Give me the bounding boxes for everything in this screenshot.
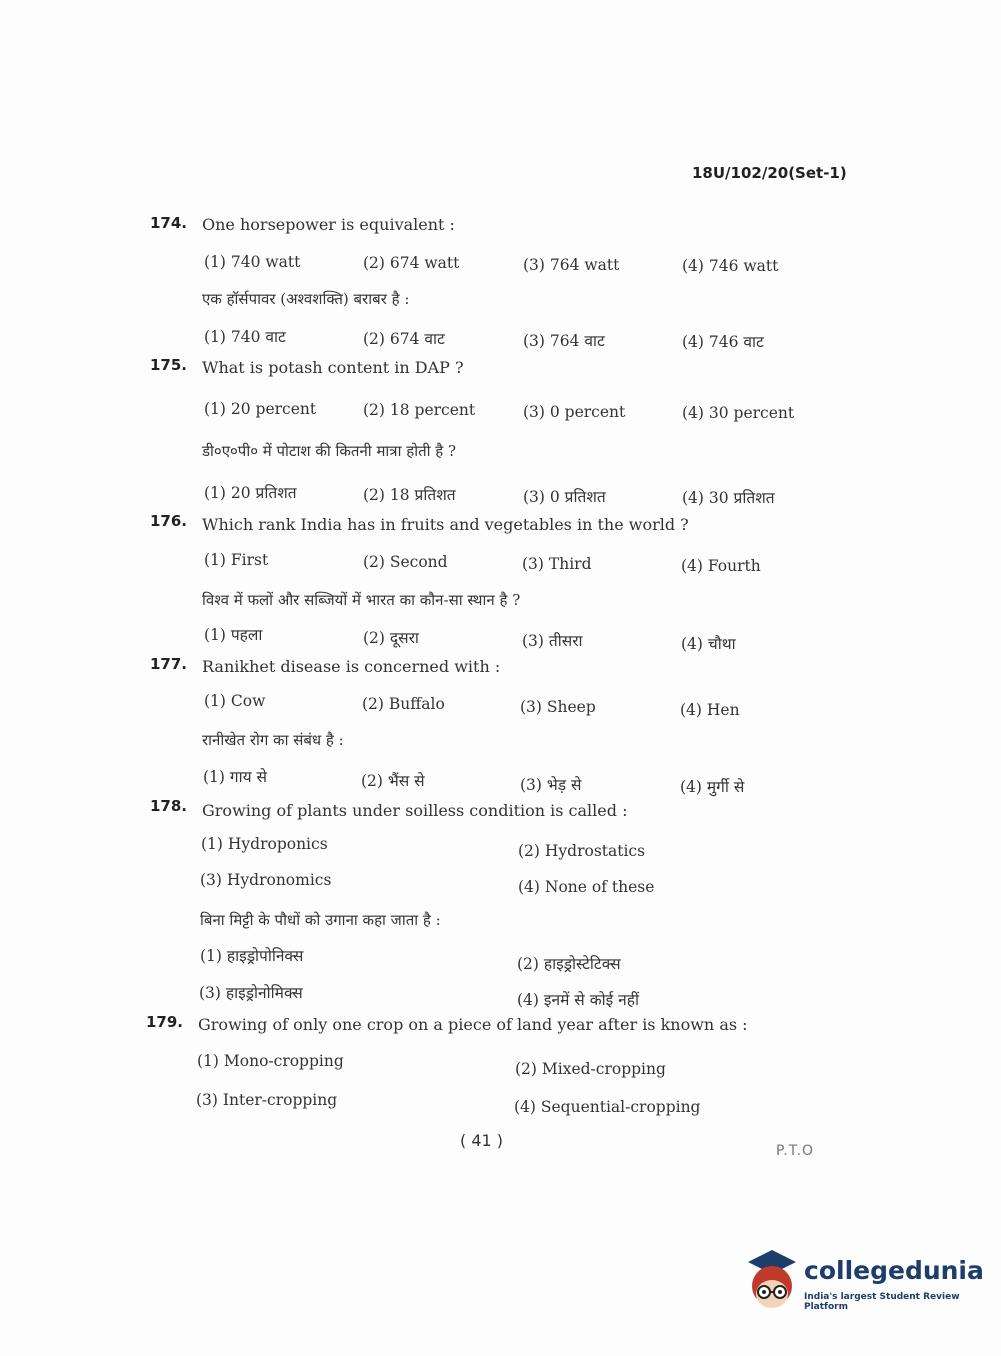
question-text-en: One horsepower is equivalent : xyxy=(202,215,455,234)
option-2-hi: (2) दूसरा xyxy=(363,629,419,647)
option-1-en: (1) Hydroponics xyxy=(201,835,328,853)
option-3-en: (3) Inter-cropping xyxy=(196,1091,338,1109)
option-3-hi: (3) तीसरा xyxy=(522,632,583,650)
option-1-en: (1) 20 percent xyxy=(204,400,317,418)
option-3-hi: (3) हाइड्रोनोमिक्स xyxy=(199,984,303,1002)
brand-name: collegedunia xyxy=(804,1256,984,1285)
option-2-en: (2) Hydrostatics xyxy=(518,842,646,860)
option-1-en: (1) Mono-cropping xyxy=(197,1052,344,1070)
question-number: 179. xyxy=(146,1013,184,1031)
option-4-en: (4) 746 watt xyxy=(682,257,779,275)
option-1-en: (1) Cow xyxy=(204,692,266,710)
option-1-en: (1) 740 watt xyxy=(204,253,301,271)
option-3-hi: (3) 0 प्रतिशत xyxy=(523,488,606,506)
page-number: ( 41 ) xyxy=(460,1131,504,1150)
option-4-hi: (4) 30 प्रतिशत xyxy=(682,489,775,507)
option-1-hi: (1) हाइड्रोपोनिक्स xyxy=(200,947,304,965)
option-2-hi: (2) हाइड्रोस्टेटिक्स xyxy=(517,955,621,973)
option-4-en: (4) Hen xyxy=(680,701,740,719)
question-number: 178. xyxy=(150,797,188,815)
question-text-en: What is potash content in DAP ? xyxy=(202,358,464,377)
option-3-en: (3) Sheep xyxy=(520,698,596,716)
option-3-en: (3) 0 percent xyxy=(523,403,626,421)
option-3-en: (3) Hydronomics xyxy=(200,871,332,889)
option-2-en: (2) Mixed-cropping xyxy=(515,1060,666,1078)
question-number: 175. xyxy=(150,356,188,374)
collegedunia-watermark xyxy=(742,1248,984,1318)
question-text-hi: एक हॉर्सपावर (अश्वशक्ति) बराबर है : xyxy=(202,290,410,308)
option-4-hi: (4) इनमें से कोई नहीं xyxy=(517,991,640,1009)
question-text-hi: डी०ए०पी० में पोटाश की कितनी मात्रा होती है ? xyxy=(202,442,457,460)
option-4-en: (4) Fourth xyxy=(681,557,761,575)
option-2-hi: (2) 18 प्रतिशत xyxy=(363,486,456,504)
option-4-hi: (4) मुर्गी से xyxy=(680,778,745,796)
option-2-hi: (2) 674 वाट xyxy=(363,330,445,348)
option-2-en: (2) Second xyxy=(363,553,448,571)
option-2-hi: (2) भैंस से xyxy=(361,772,425,790)
option-3-en: (3) Third xyxy=(522,555,592,573)
question-number: 174. xyxy=(150,214,188,232)
question-number: 176. xyxy=(150,512,188,530)
option-1-hi: (1) गाय से xyxy=(203,768,268,786)
option-1-en: (1) First xyxy=(204,551,269,569)
question-text-en: Which rank India has in fruits and vegetables in the world ? xyxy=(202,515,689,534)
paper-code: 18U/102/20(Set-1) xyxy=(692,164,847,182)
mascot-icon xyxy=(742,1248,802,1312)
question-text-hi: विश्व में फलों और सब्जियों में भारत का कौन-सा स्थान है ? xyxy=(202,591,521,609)
option-2-en: (2) Buffalo xyxy=(362,695,445,713)
option-3-hi: (3) 764 वाट xyxy=(523,332,605,350)
option-4-en: (4) 30 percent xyxy=(682,404,795,422)
question-text-hi: रानीखेत रोग का संबंध है : xyxy=(202,731,344,749)
question-number: 177. xyxy=(150,655,188,673)
option-4-en: (4) None of these xyxy=(518,878,655,896)
question-text-en: Growing of only one crop on a piece of land year after is known as : xyxy=(198,1015,748,1034)
question-text-en: Ranikhet disease is concerned with : xyxy=(202,657,501,676)
question-text-hi: बिना मिट्टी के पौधों को उगाना कहा जाता है : xyxy=(200,911,441,929)
option-1-hi: (1) 20 प्रतिशत xyxy=(204,484,297,502)
option-1-hi: (1) पहला xyxy=(204,626,263,644)
option-1-hi: (1) 740 वाट xyxy=(204,328,286,346)
brand-tagline: India's largest Student Review Platform xyxy=(804,1292,960,1312)
pto-label: P.T.O xyxy=(776,1143,815,1159)
option-2-en: (2) 18 percent xyxy=(363,401,476,419)
option-2-en: (2) 674 watt xyxy=(363,254,460,272)
option-4-hi: (4) 746 वाट xyxy=(682,333,764,351)
option-4-hi: (4) चौथा xyxy=(681,635,736,653)
option-4-en: (4) Sequential-cropping xyxy=(514,1098,701,1116)
question-text-en: Growing of plants under soilless condition is called : xyxy=(202,801,628,820)
option-3-en: (3) 764 watt xyxy=(523,256,620,274)
option-3-hi: (3) भेड़ से xyxy=(520,776,582,794)
